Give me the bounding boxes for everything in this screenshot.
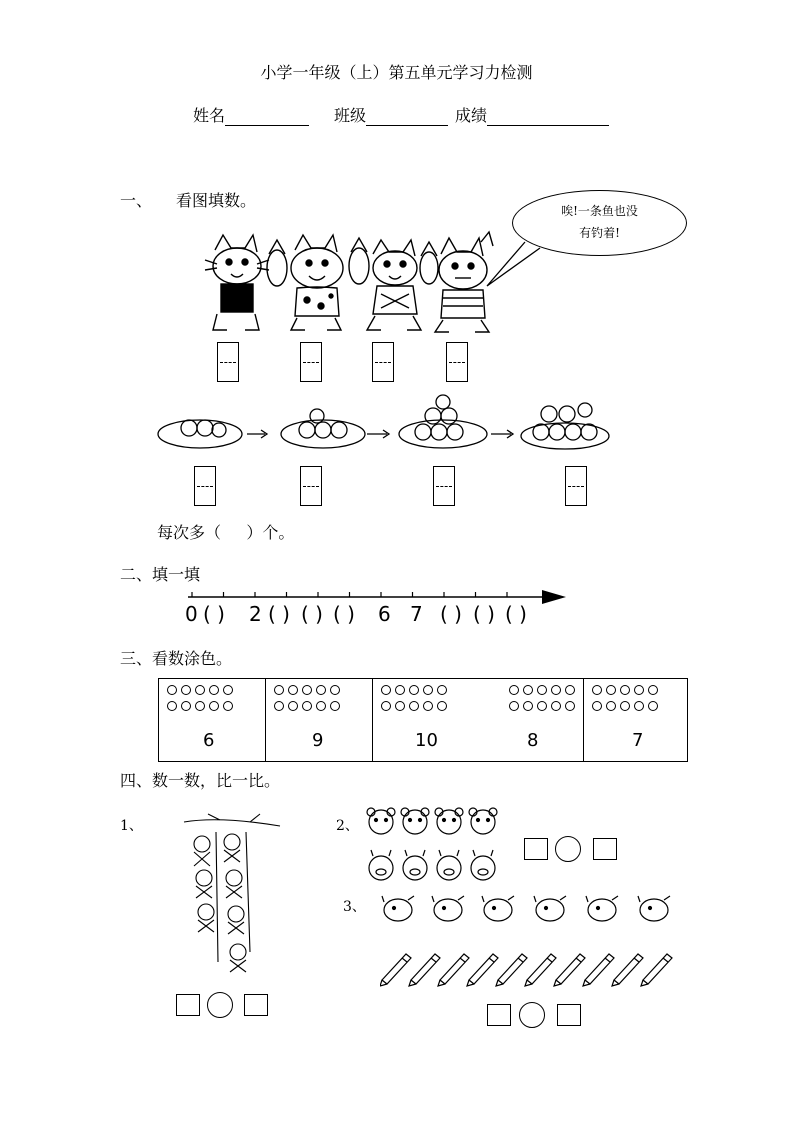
answer-box[interactable] (433, 466, 455, 506)
coloring-cell[interactable] (584, 679, 688, 762)
class-blank[interactable] (366, 107, 448, 126)
number-line-label: 6 (378, 602, 391, 626)
monkey-icon (226, 870, 242, 898)
compare-circle[interactable] (519, 1002, 545, 1028)
bear-face-icon (469, 808, 497, 834)
piglets-pencils-illustration (380, 892, 680, 988)
score-blank[interactable] (487, 107, 609, 126)
number-line-label: 0 (185, 602, 198, 626)
number-line-label: 2 (249, 602, 262, 626)
section1-title: 看图填数。 (176, 191, 257, 210)
question-1-label: 1、 (120, 818, 143, 834)
apple-plate-icon (281, 409, 365, 448)
cat-icon (205, 235, 287, 330)
pig-face-icon (437, 850, 461, 880)
count-number: 9 (312, 730, 324, 751)
score-field[interactable] (455, 103, 609, 126)
monkey-icon (224, 834, 240, 862)
answer-box[interactable] (300, 342, 322, 382)
piglet-icon (432, 896, 464, 921)
pencil-icon (496, 954, 527, 986)
monkey-icon (196, 870, 212, 898)
monkey-icon (228, 906, 244, 934)
count-number: 7 (632, 730, 644, 751)
cat-icon (435, 232, 493, 332)
arrow-icon (247, 430, 267, 438)
apple-plate-icon (399, 395, 487, 448)
answer-box[interactable] (300, 466, 322, 506)
section3-heading: 三、看数涂色。 (120, 649, 233, 668)
count-number: 8 (527, 730, 539, 751)
answer-box[interactable] (446, 342, 468, 382)
arrow-head-icon (542, 590, 566, 604)
pencil-icon (641, 954, 672, 986)
monkey-icon (198, 904, 214, 932)
number-line-blank[interactable]: ( ) (505, 602, 527, 626)
monkey-icon (194, 836, 210, 866)
pencil-icon (467, 954, 498, 986)
cat-icon (367, 240, 438, 330)
speech-line-2: 有钓着! (579, 226, 620, 240)
bear-face-icon (435, 808, 463, 834)
pencil-icon (554, 954, 585, 986)
number-line-blank[interactable]: ( ) (440, 602, 462, 626)
pig-face-icon (403, 850, 427, 880)
answer-box[interactable] (565, 466, 587, 506)
number-line-blank[interactable]: ( ) (203, 602, 225, 626)
number-line-blank[interactable]: ( ) (301, 602, 323, 626)
compare-box-right[interactable] (593, 838, 617, 860)
section4-heading: 四、数一数，比一比。 (120, 771, 281, 790)
bear-face-icon (401, 808, 429, 834)
compare-box-left[interactable] (487, 1004, 511, 1026)
count-number: 6 (203, 730, 215, 751)
monkey-icon (230, 944, 246, 972)
compare-box-right[interactable] (557, 1004, 581, 1026)
pig-face-icon (369, 850, 393, 880)
monkeys-tree-illustration (180, 812, 285, 977)
number-line-blank[interactable]: ( ) (333, 602, 355, 626)
arrow-icon (367, 430, 389, 438)
answer-box[interactable] (217, 342, 239, 382)
name-field[interactable] (193, 103, 309, 126)
class-label: 班级 (334, 106, 367, 125)
answer-box[interactable] (372, 342, 394, 382)
pencil-icon (583, 954, 614, 986)
cats-illustration (195, 230, 505, 340)
piglet-icon (482, 896, 514, 921)
animals-illustration (365, 806, 505, 888)
pencil-icon (438, 954, 469, 986)
compare-box-left[interactable] (176, 994, 200, 1016)
pig-face-icon (471, 850, 495, 880)
apple-plate-icon (521, 403, 609, 449)
number-line-blank[interactable]: ( ) (268, 602, 290, 626)
apples-illustration (155, 392, 615, 462)
question-3-label: 3、 (343, 899, 366, 915)
score-label: 成绩 (455, 106, 488, 125)
question-2-label: 2、 (336, 818, 359, 834)
compare-circle[interactable] (555, 836, 581, 862)
coloring-table (158, 678, 688, 762)
compare-circle[interactable] (207, 992, 233, 1018)
piglet-icon (638, 896, 670, 921)
number-line-label: 7 (410, 602, 423, 626)
bear-face-icon (367, 808, 395, 834)
name-blank[interactable] (225, 107, 309, 126)
pencil-icon (612, 954, 643, 986)
coloring-cell[interactable] (266, 679, 373, 762)
section1-number: 一、 (120, 191, 153, 210)
every-time-text: 每次多（ ）个。 (157, 523, 295, 542)
answer-box[interactable] (194, 466, 216, 506)
compare-box-left[interactable] (524, 838, 548, 860)
number-line-blank[interactable]: ( ) (473, 602, 495, 626)
page-title: 小学一年级（上）第五单元学习力检测 (260, 63, 533, 82)
compare-box-right[interactable] (244, 994, 268, 1016)
coloring-cell[interactable] (159, 679, 266, 762)
pencil-icon (409, 954, 440, 986)
piglet-icon (586, 896, 618, 921)
arrow-icon (491, 430, 513, 438)
count-number: 10 (415, 730, 438, 751)
piglet-icon (534, 896, 566, 921)
cat-icon (291, 235, 369, 330)
coloring-cell-wide[interactable] (373, 679, 584, 762)
piglet-icon (382, 896, 414, 921)
class-field[interactable] (334, 103, 448, 126)
section2-heading: 二、填一填 (120, 565, 201, 584)
apple-plate-icon (158, 420, 242, 448)
name-label: 姓名 (193, 106, 226, 125)
pencil-icon (525, 954, 556, 986)
speech-line-1: 唉!一条鱼也没 (561, 204, 638, 218)
pencil-icon (380, 954, 411, 986)
